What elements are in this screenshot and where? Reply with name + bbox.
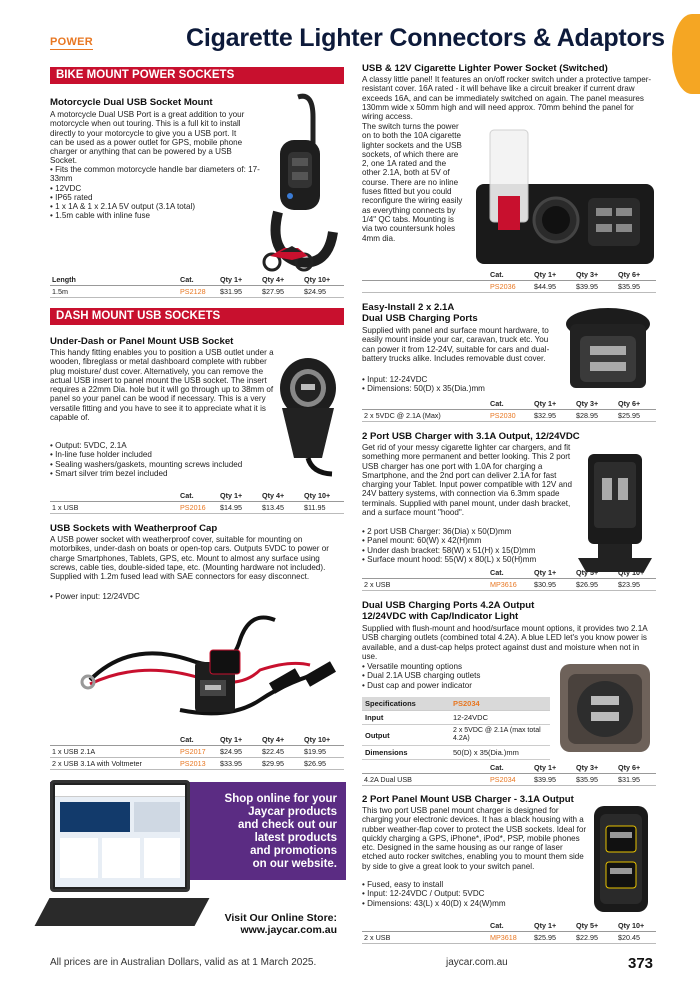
dash1-price-table bbox=[50, 490, 344, 514]
r-p4-price-table bbox=[362, 762, 656, 786]
table-cell: $22.45 bbox=[260, 746, 302, 758]
switched-power-panel-image bbox=[470, 120, 658, 270]
store-text bbox=[192, 912, 337, 936]
table-cell: $14.95 bbox=[218, 502, 260, 514]
table-cell: $26.95 bbox=[302, 758, 344, 770]
spec-row bbox=[362, 746, 550, 760]
spec-value: 50(D) x 35(Dia.)mm bbox=[450, 746, 550, 760]
footer-disclaimer: All prices are in Australian Dollars, valid as at 1 March 2025. bbox=[50, 957, 317, 968]
col-header: Cat. bbox=[178, 734, 218, 746]
table-row bbox=[50, 502, 344, 514]
cat-code[interactable]: PS2017 bbox=[178, 746, 218, 758]
spec-row bbox=[362, 725, 550, 746]
table-row bbox=[362, 774, 656, 786]
col-header: Qty 3+ bbox=[574, 398, 616, 410]
4-2a-socket-image bbox=[554, 660, 656, 760]
r-p1-desc2: The switch turns the power on to both the 10A cigarette lighter sockets and the USB sockets, of which there are 2, one 1A rated and the other 2.1A, both at 5V of course. There are no inline fuses fitted but you could reconfigure the wiring easily as everything connects by 1/4" QC tabs. Mounting is via two countersunk holes 4mm dia. bbox=[362, 122, 463, 243]
bike-product-desc: A motorcycle Dual USB Port is a great addition to your motorcycle when out touring. This is a full kit to install directly to your motorcycle to give you a USB port. It can be used as a power outlet for GPS, mobile phone charger or anything that can be powered by a USB Socket. bbox=[50, 110, 245, 166]
col-header: Qty 6+ bbox=[616, 762, 656, 774]
dash-product2-desc: A USB power socket with weatherproof cover, suitable for mounting on motorbikes, under-dash on boats or open-top cars. Outputs 5VDC to power or charge Smartphones, Tablets, GPS, etc. Mount to almost any surface using screws, cable ties, double-sided tape, etc. (Mounting hardware not included). Supplied with 1.2m fused lead with SAE connectors for easy disconnect. bbox=[50, 535, 329, 582]
bullet-item: • Input: 12-24VDC bbox=[362, 375, 558, 384]
table-cell: $13.45 bbox=[260, 502, 302, 514]
bullet-item: • Output: 5VDC, 2.1A bbox=[50, 441, 276, 450]
table-cell: $27.95 bbox=[260, 286, 302, 298]
cat-code[interactable]: MP3618 bbox=[488, 932, 532, 944]
col-header: Cat. bbox=[488, 762, 532, 774]
spec-row bbox=[362, 711, 550, 725]
rocker-usb-charger-image bbox=[586, 800, 656, 918]
table-cell: $44.95 bbox=[532, 281, 574, 293]
dash-product2-title: USB Sockets with Weatherproof Cap bbox=[50, 523, 218, 534]
page-title: Cigarette Lighter Connectors & Adaptors bbox=[186, 24, 665, 52]
bullet-item: • In-line fuse holder included bbox=[50, 450, 276, 459]
store-line: Visit Our Online Store: bbox=[224, 912, 337, 924]
col-header: Cat. bbox=[488, 920, 532, 932]
r-p1-desc: A classy little panel! It features an on/off rocker switch under a protective tamper-resistant cover. 16A rated - it will behave like a circuit breaker if current draw exceeds 16A, and can be immediately switched on again. The panel measures 130mm wide x 50mm high and will need approx. 70mm behind the panel for wiring access. bbox=[362, 75, 652, 122]
page-tab bbox=[672, 14, 700, 94]
r-p5-desc: This two port USB panel mount charger is designed for charging your electronic devices. It has a black housing with a rubber weather-flap cover to protect the USB sockets. Ideal for quickly charging a GPS, iPhone*, iPod*, PSP, mobile phones etc. Designed in the same housing as our range of laser etched auto rocker switches, enabling you to mount them side by side to give a great look to your switch panel. bbox=[362, 806, 587, 871]
bullet-item: • Surface mount hood: 55(W) x 80(L) x 50(H)mm bbox=[362, 555, 592, 564]
bullet-item: • Power input: 12/24VDC bbox=[50, 592, 250, 601]
spec-value: 12-24VDC bbox=[450, 711, 550, 725]
col-header bbox=[362, 920, 488, 932]
col-header: Qty 3+ bbox=[574, 762, 616, 774]
bullet-item: • Dimensions: 50(D) x 35(Dia.)mm bbox=[362, 384, 558, 393]
bullet-item: • Under dash bracket: 58(W) x 51(H) x 15(D)mm bbox=[362, 546, 592, 555]
table-cell: $22.95 bbox=[574, 932, 616, 944]
bullet-item: • 2 port USB Charger: 36(Dia) x 50(D)mm bbox=[362, 527, 592, 536]
tablet-image bbox=[50, 780, 192, 930]
cat-code[interactable]: PS2034 bbox=[488, 774, 532, 786]
col-header: Qty 5+ bbox=[574, 567, 616, 579]
col-header: Qty 3+ bbox=[574, 269, 616, 281]
col-header: Qty 1+ bbox=[532, 920, 574, 932]
table-cell: $28.95 bbox=[574, 410, 616, 422]
r-p1-price-table bbox=[362, 269, 656, 293]
bullet-item: • 1 x 1A & 1 x 2.1A 5V output (3.1A total) bbox=[50, 202, 260, 211]
col-header: Qty 10+ bbox=[302, 274, 344, 286]
dash-product1-bullets bbox=[50, 441, 276, 478]
col-header: Cat. bbox=[178, 490, 218, 502]
r-p2-title bbox=[362, 302, 478, 324]
spec-key: Dimensions bbox=[362, 746, 450, 760]
table-cell: $11.95 bbox=[302, 502, 344, 514]
r-p2-desc: Supplied with panel and surface mount hardware, to easily mount inside your car, caravan, truck etc. You can power it from 12-24V, suitable for cars and dual-battery trucks alike. Includes removable dust cover. bbox=[362, 326, 550, 363]
spec-key: Input bbox=[362, 711, 450, 725]
promo-line: Jaycar products bbox=[248, 806, 337, 818]
table-cell: $19.95 bbox=[302, 746, 344, 758]
col-header: Qty 1+ bbox=[532, 398, 574, 410]
col-header: Cat. bbox=[488, 269, 532, 281]
col-header: Qty 1+ bbox=[532, 269, 574, 281]
bullet-item: • IP65 rated bbox=[50, 193, 260, 202]
cat-code[interactable]: MP3616 bbox=[488, 579, 532, 591]
bullet-item: • Input: 12-24VDC / Output: 5VDC bbox=[362, 889, 588, 898]
table-cell: 1 x USB 2.1A bbox=[50, 746, 178, 758]
col-header: Qty 10+ bbox=[616, 567, 656, 579]
col-header: Qty 1+ bbox=[218, 490, 260, 502]
table-row bbox=[50, 746, 344, 758]
table-cell: $25.95 bbox=[532, 932, 574, 944]
col-header: Length bbox=[50, 274, 178, 286]
promo-text bbox=[192, 793, 337, 871]
cat-code[interactable]: PS2036 bbox=[488, 281, 532, 293]
col-header: Qty 4+ bbox=[260, 490, 302, 502]
bike-product-title: Motorcycle Dual USB Socket Mount bbox=[50, 97, 213, 108]
table-cell: $31.95 bbox=[616, 774, 656, 786]
dash-section-heading: DASH MOUNT USB SOCKETS bbox=[50, 308, 344, 325]
r-p4-title-line1: Dual USB Charging Ports 4.2A Output bbox=[362, 600, 535, 611]
spec-value: 2 x 5VDC @ 2.1A (max total 4.2A) bbox=[450, 725, 550, 746]
table-row bbox=[50, 758, 344, 770]
col-header: Qty 6+ bbox=[616, 398, 656, 410]
col-header: Qty 1+ bbox=[218, 734, 260, 746]
promo-line: latest products bbox=[254, 832, 337, 844]
page-number: 373 bbox=[628, 955, 654, 972]
bullet-item: • Fused, easy to install bbox=[362, 880, 588, 889]
table-row bbox=[362, 932, 656, 944]
col-header: Qty 1+ bbox=[532, 567, 574, 579]
r-p2-price-table bbox=[362, 398, 656, 422]
table-cell: 2 x USB 3.1A with Voltmeter bbox=[50, 758, 178, 770]
table-cell: 1 x USB bbox=[50, 502, 178, 514]
bullet-item: • Versatile mounting options bbox=[362, 662, 542, 671]
motorcycle-icon bbox=[262, 242, 314, 272]
bullet-item: • 12VDC bbox=[50, 184, 260, 193]
table-cell: $25.95 bbox=[616, 410, 656, 422]
col-header: Cat. bbox=[178, 274, 218, 286]
r-p2-title-line2: Dual USB Charging Ports bbox=[362, 313, 478, 324]
promo-line: and check out our bbox=[237, 819, 337, 831]
promo-line: and promotions bbox=[250, 845, 337, 857]
table-row bbox=[362, 410, 656, 422]
r-p5-bullets bbox=[362, 880, 588, 908]
col-header: Qty 10+ bbox=[616, 920, 656, 932]
footer-website-link[interactable]: jaycar.com.au bbox=[446, 957, 508, 968]
cat-code[interactable]: PS2030 bbox=[488, 410, 532, 422]
bullet-item: • 1.5m cable with inline fuse bbox=[50, 211, 260, 220]
table-cell bbox=[362, 281, 488, 293]
spec-header: Specifications bbox=[362, 697, 450, 711]
table-cell: $35.95 bbox=[616, 281, 656, 293]
promo-line: on our website. bbox=[252, 858, 337, 870]
table-row bbox=[362, 579, 656, 591]
col-header: Qty 4+ bbox=[260, 274, 302, 286]
table-cell: $30.95 bbox=[532, 579, 574, 591]
table-cell: $35.95 bbox=[574, 774, 616, 786]
table-cell: 2 x 5VDC @ 2.1A (Max) bbox=[362, 410, 488, 422]
dash-product1-desc: This handy fitting enables you to position a USB outlet under a wooden, fibreglass or metal dashboard complete with rubber plug moisture/ dust cover. Alternatively, you can remove the actual USB insert to panel mount the USB socket. The insert requires a 22mm Dia. hole but it will go through up to 38mm of panel so your panel can be wood if necessary. This is a very versatile fitting and you have to see it to appreciate what it is capable of. bbox=[50, 348, 274, 423]
col-header bbox=[362, 269, 488, 281]
bike-price-table bbox=[50, 274, 344, 298]
table-cell: $20.45 bbox=[616, 932, 656, 944]
col-header: Qty 4+ bbox=[260, 734, 302, 746]
r-p4-title-line2: 12/24VDC with Cap/Indicator Light bbox=[362, 611, 519, 622]
r-p4-spec-table bbox=[362, 697, 550, 760]
weatherproof-usb-socket-image bbox=[60, 600, 350, 738]
col-header: Qty 6+ bbox=[616, 269, 656, 281]
bullet-item: • Sealing washers/gaskets, mounting screws included bbox=[50, 460, 276, 469]
r-p3-bullets bbox=[362, 527, 592, 564]
r-p5-title: 2 Port Panel Mount USB Charger - 3.1A Output bbox=[362, 794, 574, 805]
bullet-item: • Panel mount: 60(W) x 42(H)mm bbox=[362, 536, 592, 545]
r-p4-bullets bbox=[362, 662, 542, 690]
r-p3-desc: Get rid of your messy cigarette lighter car chargers, and fit something more permanent and better looking. This 2 port USB charger has one port with 1.0A for charging a Smartphone, and the 2nd port can deliver 2.1A for fast charging your Tablet. Input power compatible with 12V and 24V battery systems, with connection via 6.3mm spade terminals. Supplied with panel mount, under dash bracket, and a surface mount "hood". bbox=[362, 443, 572, 518]
bullet-item: • Dimensions: 43(L) x 40(D) x 24(W)mm bbox=[362, 899, 588, 908]
r-p2-title-line1: Easy-Install 2 x 2.1A bbox=[362, 302, 455, 313]
r-p3-title: 2 Port USB Charger with 3.1A Output, 12/24VDC bbox=[362, 431, 580, 442]
r-p5-price-table bbox=[362, 920, 656, 944]
col-header bbox=[362, 398, 488, 410]
col-header: Cat. bbox=[488, 567, 532, 579]
table-cell: $31.95 bbox=[218, 286, 260, 298]
table-cell: $24.95 bbox=[302, 286, 344, 298]
table-row bbox=[50, 286, 344, 298]
r-p2-bullets bbox=[362, 375, 558, 394]
table-cell: $29.95 bbox=[260, 758, 302, 770]
col-header: Qty 5+ bbox=[574, 920, 616, 932]
table-cell: $23.95 bbox=[616, 579, 656, 591]
promo-line: Shop online for your bbox=[224, 793, 337, 805]
cat-code[interactable]: PS2013 bbox=[178, 758, 218, 770]
r-p3-price-table bbox=[362, 567, 656, 591]
col-header bbox=[362, 762, 488, 774]
cat-code[interactable]: PS2128 bbox=[178, 286, 218, 298]
col-header bbox=[50, 490, 178, 502]
cat-code[interactable]: PS2016 bbox=[178, 502, 218, 514]
bike-product-bullets bbox=[50, 165, 260, 221]
table-cell: $39.95 bbox=[532, 774, 574, 786]
under-dash-socket-image bbox=[272, 348, 350, 478]
table-row bbox=[362, 281, 656, 293]
r-p1-title: USB & 12V Cigarette Lighter Power Socket (Switched) bbox=[362, 63, 608, 74]
store-url-link[interactable]: www.jaycar.com.au bbox=[240, 924, 337, 936]
bullet-item: • Fits the common motorcycle handle bar diameters of: 17-33mm bbox=[50, 165, 260, 184]
spec-cat-code[interactable]: PS2034 bbox=[450, 697, 550, 711]
col-header bbox=[50, 734, 178, 746]
bullet-item: • Smart silver trim bezel included bbox=[50, 469, 276, 478]
col-header bbox=[362, 567, 488, 579]
easy-install-usb-image bbox=[562, 304, 654, 400]
table-cell: $32.95 bbox=[532, 410, 574, 422]
spec-header-row bbox=[362, 697, 550, 711]
table-cell: 1.5m bbox=[50, 286, 178, 298]
table-cell: $26.95 bbox=[574, 579, 616, 591]
spec-key: Output bbox=[362, 725, 450, 746]
col-header: Qty 1+ bbox=[532, 762, 574, 774]
3-1a-charger-image bbox=[574, 448, 656, 578]
table-cell: $24.95 bbox=[218, 746, 260, 758]
table-cell: 4.2A Dual USB bbox=[362, 774, 488, 786]
section-label: POWER bbox=[50, 36, 94, 48]
r-p4-title bbox=[362, 600, 534, 622]
table-cell: 2 x USB bbox=[362, 579, 488, 591]
col-header: Qty 10+ bbox=[302, 734, 344, 746]
bullet-item: • Dual 2.1A USB charging outlets bbox=[362, 671, 542, 680]
table-cell: 2 x USB bbox=[362, 932, 488, 944]
table-cell: $39.95 bbox=[574, 281, 616, 293]
col-header: Qty 10+ bbox=[302, 490, 344, 502]
table-cell: $33.95 bbox=[218, 758, 260, 770]
col-header: Qty 1+ bbox=[218, 274, 260, 286]
bike-section-heading: BIKE MOUNT POWER SOCKETS bbox=[50, 67, 344, 84]
col-header: Cat. bbox=[488, 398, 532, 410]
dash2-price-table bbox=[50, 734, 344, 770]
r-p4-desc: Supplied with flush-mount and hood/surface mount options, it provides two 2.1A USB charging outlets (combined total 4.2A). A blue LED let's you know power is available, and a dust-cap helps protect against dust and moisture when not in use. bbox=[362, 624, 648, 661]
dash-product1-title: Under-Dash or Panel Mount USB Socket bbox=[50, 336, 234, 347]
bullet-item: • Dust cap and power indicator bbox=[362, 681, 542, 690]
